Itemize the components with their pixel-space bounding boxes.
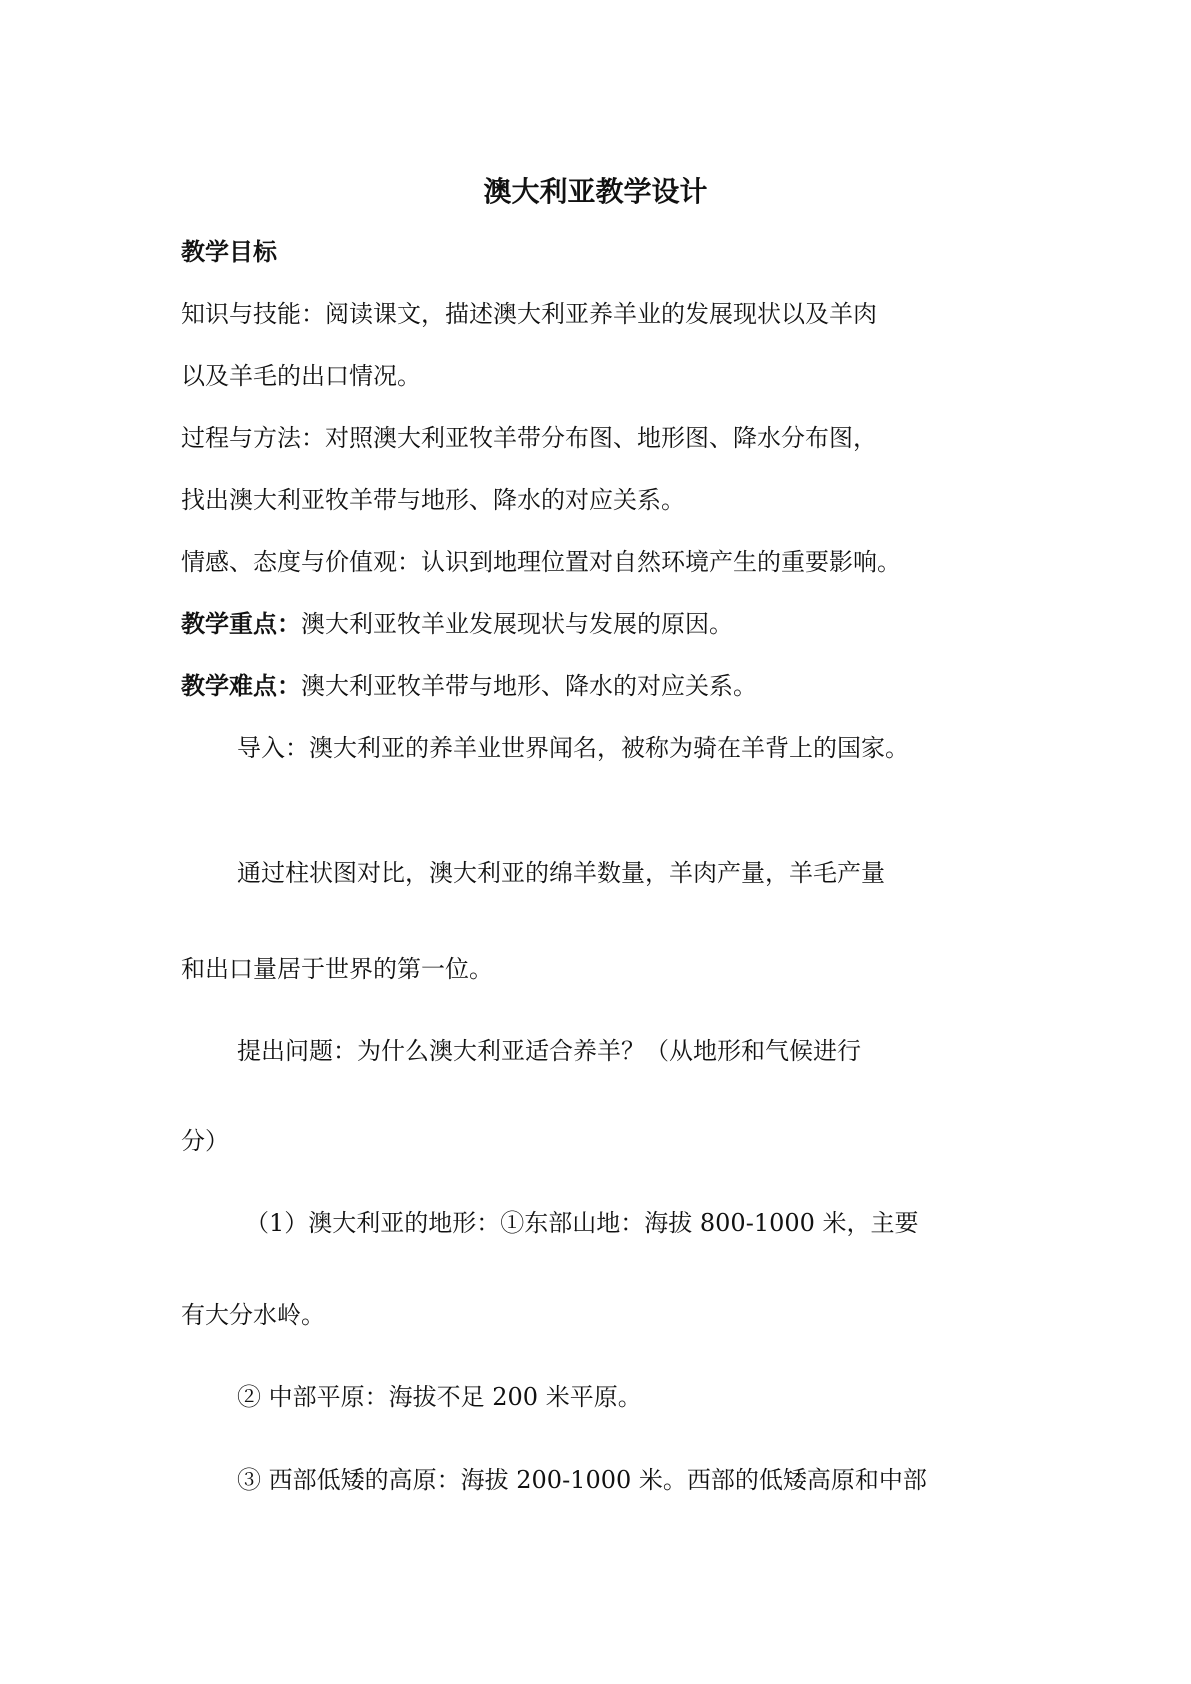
terrain-line-1: （1）澳大利亚的地形：①东部山地：海拔 800-1000 米，主要 xyxy=(245,1209,919,1237)
knowledge-line-2: 以及羊毛的出口情况。 xyxy=(181,362,421,390)
terrain-central-line: ② 中部平原：海拔不足 200 米平原。 xyxy=(237,1383,642,1411)
key-point-paragraph xyxy=(181,609,733,639)
knowledge-line-1: 知识与技能：阅读课文，描述澳大利亚养羊业的发展现状以及羊肉 xyxy=(181,300,877,328)
objectives-heading: 教学目标 xyxy=(181,238,277,266)
difficulty-text: 澳大利亚牧羊带与地形、降水的对应关系。 xyxy=(301,672,757,700)
document-title: 澳大利亚教学设计 xyxy=(483,175,708,208)
key-point-text: 澳大利亚牧羊业发展现状与发展的原因。 xyxy=(301,610,733,638)
key-point-label: 教学重点： xyxy=(181,610,301,638)
bar-compare-line-2: 和出口量居于世界的第一位。 xyxy=(181,955,493,983)
terrain-west-line: ③ 西部低矮的高原：海拔 200-1000 米。西部的低矮高原和中部 xyxy=(237,1466,927,1494)
question-line-1: 提出问题：为什么澳大利亚适合养羊？（从地形和气候进行 xyxy=(237,1037,861,1065)
terrain-line-2: 有大分水岭。 xyxy=(181,1301,325,1329)
process-line-2: 找出澳大利亚牧羊带与地形、降水的对应关系。 xyxy=(181,486,685,514)
process-line-1: 过程与方法：对照澳大利亚牧羊带分布图、地形图、降水分布图， xyxy=(181,424,877,452)
question-line-2: 分） xyxy=(181,1127,229,1155)
intro-line: 导入：澳大利亚的养羊业世界闻名，被称为骑在羊背上的国家。 xyxy=(237,734,909,762)
difficulty-paragraph xyxy=(181,671,757,701)
bar-compare-line-1: 通过柱状图对比，澳大利亚的绵羊数量，羊肉产量，羊毛产量 xyxy=(237,859,885,887)
emotion-line: 情感、态度与价值观：认识到地理位置对自然环境产生的重要影响。 xyxy=(181,548,901,576)
difficulty-label: 教学难点： xyxy=(181,672,301,700)
